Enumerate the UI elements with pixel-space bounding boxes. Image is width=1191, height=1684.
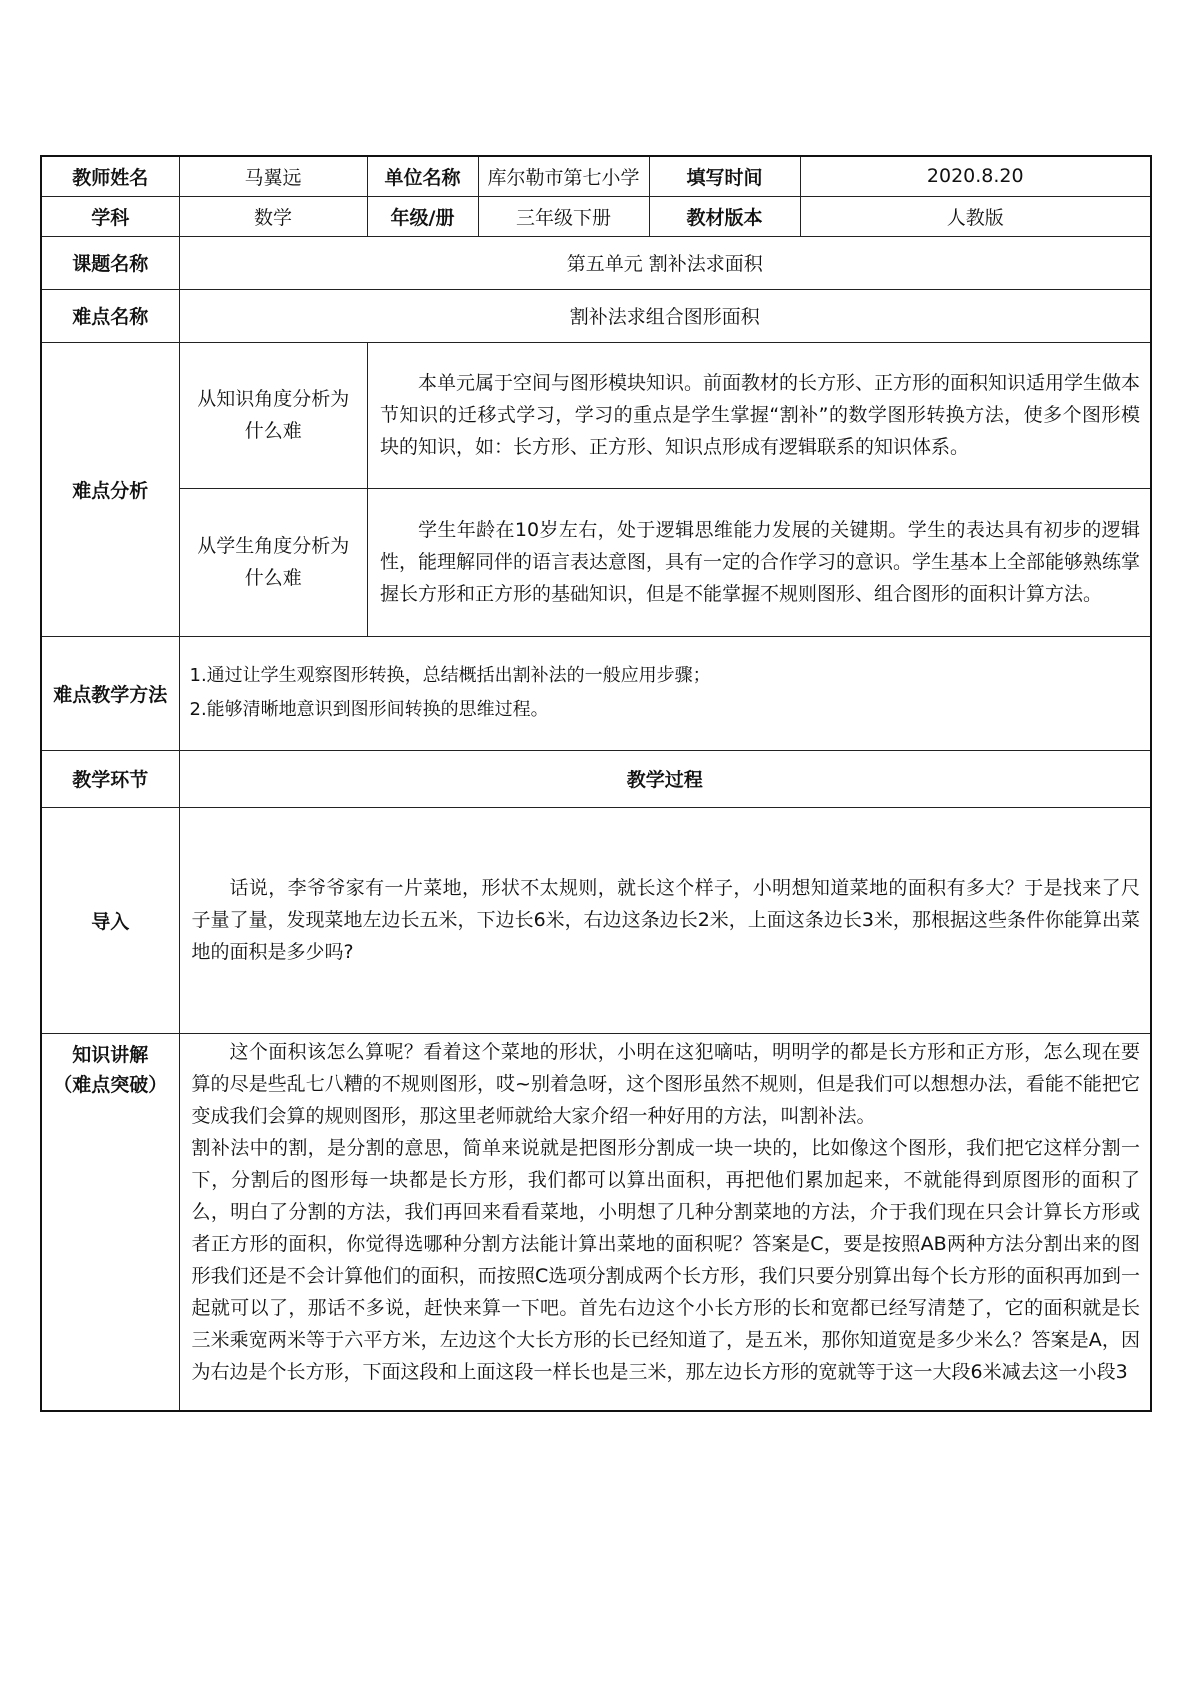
process-content-label: 教学过程 (179, 750, 1151, 807)
method-item-1: 1.通过让学生观察图形转换，总结概括出割补法的一般应用步骤； (189, 665, 711, 686)
knowledge-angle-label: 从知识角度分析为什么难 (180, 343, 368, 489)
subject-label: 学科 (41, 196, 179, 236)
knowledge-analysis-row (180, 343, 1151, 489)
teacher-label: 教师姓名 (41, 156, 179, 196)
process-stage-label: 教学环节 (41, 750, 179, 807)
analysis-content (179, 342, 1151, 636)
process-header-row (41, 750, 1151, 807)
difficulty-label: 难点名称 (41, 289, 179, 342)
topic-row (41, 236, 1151, 289)
method-label: 难点教学方法 (41, 636, 179, 750)
knowledge-angle-text: 本单元属于空间与图形模块知识。前面教材的长方形、正方形的面积知识适用学生做本节知识的迁移式学习，学习的重点是学生掌握“割补”的数学图形转换方法，使多个图形模块的知识，如：长方形、正方形、知识点形成有逻辑联系的知识体系。 (368, 343, 1151, 489)
lecture-paragraph-1: 这个面积该怎么算呢？看着这个菜地的形状，小明在这犯嘀咕，明明学的都是长方形和正方形，怎么现在要算的尽是些乱七八糟的不规则图形，哎~别着急呀，这个图形虽然不规则，但是我们可以想想办法，看能不能把它变成我们会算的规则图形，那这里老师就给大家介绍一种好用的方法，叫割补法。 (191, 1040, 1140, 1127)
student-angle-label: 从学生角度分析为什么难 (180, 489, 368, 636)
header-row-1 (41, 156, 1151, 196)
edition-value: 人教版 (800, 196, 1151, 236)
unit-value: 库尔勒市第七小学 (478, 156, 649, 196)
date-value: 2020.8.20 (800, 156, 1151, 196)
lecture-paragraph-2: 割补法中的割，是分割的意思，简单来说就是把图形分割成一块一块的，比如像这个图形，我们把它这样分割一下，分割后的图形每一块都是长方形，我们都可以算出面积，再把他们累加起来，不就能得到原图形的面积了么，明白了分割的方法，我们再回来看看菜地，小明想了几种分割菜地的方法，介于我们现在只会计算长方形或者正方形的面积，你觉得选哪种分割方法能计算出菜地的面积呢？答案是C，要是按照AB两种方法分割出来的图形我们还是不会计算他们的面积，而按照C选项分割成两个长方形，我们只要分别算出每个长方形的面积再加到一起就可以了，那话不多说，赶快来算一下吧。首先右边这个小长方形的长和宽都已经写清楚了，它的面积就是长三米乘宽两米等于六平方米，左边这个大长方形的长已经知道了，是五米，那你知道宽是多少米么？答案是A，因为右边是个长方形，下面这段和上面这段一样长也是三米，那左边长方形的宽就等于这一大段6米减去这一小段3 (191, 1136, 1140, 1383)
analysis-label: 难点分析 (41, 342, 179, 636)
date-label: 填写时间 (649, 156, 800, 196)
method-row (41, 636, 1151, 750)
lecture-label-line2: （难点突破） (53, 1073, 168, 1096)
student-analysis-row (180, 489, 1151, 636)
topic-value: 第五单元 割补法求面积 (179, 236, 1151, 289)
analysis-row (41, 342, 1151, 636)
lecture-content (179, 1033, 1151, 1411)
intro-text: 话说，李爷爷家有一片菜地，形状不太规则，就长这个样子，小明想知道菜地的面积有多大？于是找来了尺子量了量，发现菜地左边长五米，下边长6米，右边这条边长2米，上面这条边长3米，那根据这些条件你能算出菜地的面积是多少吗? (179, 807, 1151, 1033)
topic-label: 课题名称 (41, 236, 179, 289)
lecture-label (41, 1033, 179, 1411)
edition-label: 教材版本 (649, 196, 800, 236)
intro-label: 导入 (41, 807, 179, 1033)
intro-row (41, 807, 1151, 1033)
header-row-2 (41, 196, 1151, 236)
difficulty-row (41, 289, 1151, 342)
teacher-value: 马翼远 (179, 156, 367, 196)
lecture-row (41, 1033, 1151, 1411)
lesson-plan-table (40, 155, 1152, 1412)
lesson-plan-sheet (40, 155, 1150, 1412)
subject-value: 数学 (179, 196, 367, 236)
method-item-2: 2.能够清晰地意识到图形间转换的思维过程。 (189, 699, 549, 720)
grade-value: 三年级下册 (478, 196, 649, 236)
unit-label: 单位名称 (367, 156, 478, 196)
lecture-label-line1: 知识讲解 (72, 1043, 149, 1066)
student-angle-text: 学生年龄在10岁左右，处于逻辑思维能力发展的关键期。学生的表达具有初步的逻辑性，能理解同伴的语言表达意图，具有一定的合作学习的意识。学生基本上全部能够熟练掌握长方形和正方形的基础知识，但是不能掌握不规则图形、组合图形的面积计算方法。 (368, 489, 1151, 636)
difficulty-value: 割补法求组合图形面积 (179, 289, 1151, 342)
analysis-subtable (180, 343, 1151, 636)
grade-label: 年级/册 (367, 196, 478, 236)
method-content (179, 636, 1151, 750)
